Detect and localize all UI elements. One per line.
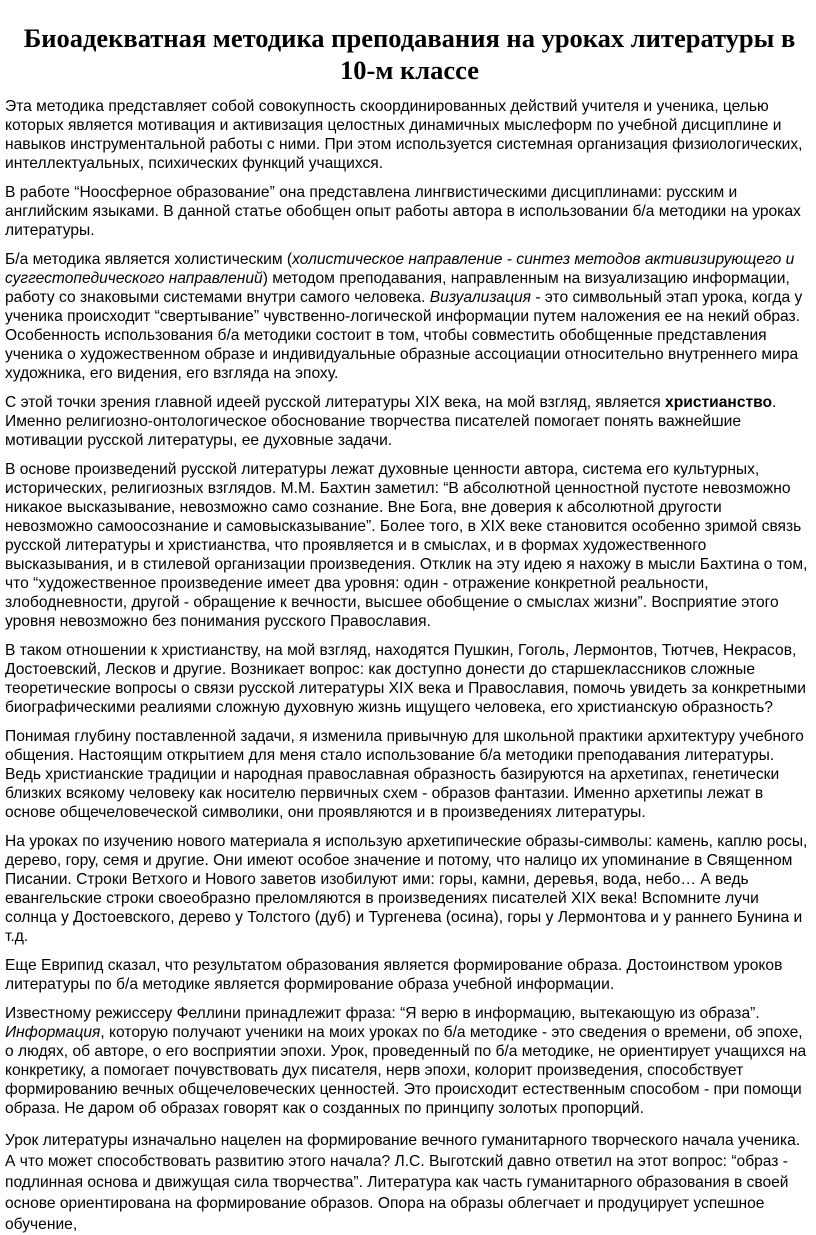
paragraph-10-text-c: , которую получают ученики на моих уроках по б/а методике - это сведения о времени, об эпохе, о людях, об авторе, о его восприятии эпохи. Урок, проведенный по б/а методике, не ориентирует учащихся на конкретику, а помогает почувствовать дух писателя, нерв эпохи, колорит произведения, способствует формированию вечных общечеловеческих ценностей. Это происходит естественным способом - при помощи образа. Не даром об образах говорят как о созданных по принципу золотых пропорций. <box>5 1024 807 1117</box>
paragraph-1: Эта методика представляет собой совокупность скоординированных действий учителя и ученика, целью которых является мотивация и активизация целостных динамичных мыслеформ по учебной дисциплине и навыков инструментальной работы с ними. При этом используется системная организация физиологических, интеллектуальных, психических функций учащихся. <box>5 98 803 172</box>
paragraph-3-italic-term: холистическое направление - синтез методов активизирующего и суггестопедического направлений <box>5 251 795 287</box>
paragraph-2: В работе “Ноосферное образование” она представлена лингвистическими дисциплинами: русским и английским языками. В данной статье обобщен опыт работы автора в использовании б/а методики на уроках литературы. <box>5 184 801 239</box>
paragraph-3-text-e: - это символьный этап урока, когда у ученика происходит “свертывание” чувственно-логической информации путем наложения ее на некий образ. Особенность использования б/а методики состоит в том, чтобы совместить обобщенные представления ученика о художественном образе и индивидуальные образные ассоциации относительно внутреннего мира художника, его видения, его взгляда на эпоху. <box>5 289 803 382</box>
paragraph-10 <box>5 1004 811 1118</box>
paragraph-5: В основе произведений русской литературы лежат духовные ценности автора, система его культурных, исторических, религиозных взглядов. М.М. Бахтин заметил: “В абсолютной ценностной пустоте невозможно никакое высказывание, невозможно само сознание. Вне Бога, вне доверия к абсолютной другости невозможно самоосознание и самовысказывание”. Более того, в XIX веке становится особенно зримой связь русской литературы и христианства, что проявляется и в смыслах, и в формах художественного высказывания, и в стилевой организации произведения. Отклик на эту идею я нахожу в мысли Бахтина о том, что “художественное произведение имеет два уровня: один - отражение конкретной реальности, злободневности, другой - обращение к вечности, высшее обобщение о смыслах жизни”. Восприятие этого уровня невозможно без понимания русского Православия. <box>5 461 808 630</box>
paragraph-11: Урок литературы изначально нацелен на формирование вечного гуманитарного творческого начала ученика. А что может способствовать развитию этого начала? Л.С. Выготский давно ответил на этот вопрос: “образ - подлинная основа и движущая сила творчества”. Литература как часть гуманитарного образования в своей основе ориентирована на формирование образов. Опора на образы облегчает и продуцирует успешное обучение, <box>5 1132 801 1233</box>
paragraph-10-italic-information: Информация <box>5 1024 101 1041</box>
paragraph-10-text-a: Известному режиссеру Феллини принадлежит фраза: “Я верю в информацию, вытекающую из образа”. <box>5 1005 760 1022</box>
page-title: Биоадекватная методика преподавания на уроках литературы в 10-м классе <box>23 23 796 85</box>
paragraph-6: В таком отношении к христианству, на мой взгляд, находятся Пушкин, Гоголь, Лермонтов, Тютчев, Некрасов, Достоевский, Лесков и другие. Возникает вопрос: как доступно донести до старшеклассников сложные теоретические вопросы о связи русской литературы XIX века и Православия, помочь увидеть за конкретными биографическими реалиями сложную духовную жизнь ищущего человека, его христианскую образность? <box>5 642 806 716</box>
paragraph-3-text-a: Б/а методика является холистическим ( <box>5 251 293 268</box>
paragraph-3-italic-visualization: Визуализация <box>429 289 531 306</box>
paragraph-4-text-a: С этой точки зрения главной идеей русской литературы XIX века, на мой взгляд, является <box>5 394 666 411</box>
paragraph-3 <box>5 250 811 383</box>
paragraph-9: Еще Еврипид сказал, что результатом образования является формирование образа. Достоинством уроков литературы по б/а методике является формирование образа учебной информации. <box>5 957 783 993</box>
paragraph-8: На уроках по изучению нового материала я использую архетипические образы-символы: камень, каплю росы, дерево, гору, семя и другие. Они имеют особое значение и потому, что налицо их упоминание в Священном Писании. Строки Ветхого и Нового заветов изобилуют ими: горы, камни, деревья, вода, небо… А ведь евангельские строки своеобразно преломляются в произведениях писателей XIX века! Вспомните лучи солнца у Достоевского, дерево у Толстого (дуб) и Тургенева (осина), горы у Лермонтова и у раннего Бунина и т.д. <box>5 833 808 945</box>
paragraph-4-text-c: . Именно религиозно-онтологическое обоснование творчества писателей помогает понять важнейшие мотивации русской литературы, ее духовные задачи. <box>5 394 777 449</box>
paragraph-4 <box>5 393 811 450</box>
paragraph-3-text-c: ) методом преподавания, направленным на визуализацию информации, работу со знаковыми системами внутри самого человека. <box>5 270 790 306</box>
paragraph-4-bold-christianity: христианство <box>665 394 773 411</box>
paragraph-7: Понимая глубину поставленной задачи, я изменила привычную для школьной практики архитектуру учебного общения. Настоящим открытием для меня стало использование б/а методики преподавания литературы. Ведь христианские традиции и народная православная образность базируются на архетипах, генетически близких всякому человеку как носителю первичных схем - образов фантазии. Именно архетипы лежат в основе общечеловеческой символики, они проявляются и в произведениях литературы. <box>5 728 804 821</box>
